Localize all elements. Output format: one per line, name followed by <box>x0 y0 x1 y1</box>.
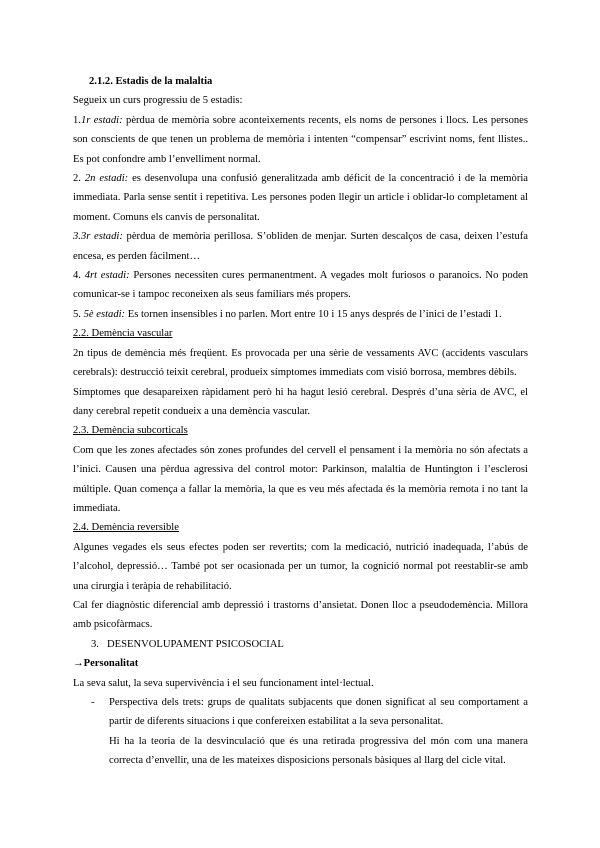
list-item-paragraph-1: Perspectiva dels trets: grups de qualitats subjacents que donen significat al seu comportament a partir de diferents situacions i que confereixen estabilitat a la seva personalitat. <box>109 697 528 728</box>
stage-4-label: 4rt estadi: <box>84 270 130 282</box>
stage-4-paragraph: 4. 4rt estadi: Persones necessiten cures permanentment. A vegades molt furiosos o paranoics. No poden comunicar-se i tampoc reconeixen als seus familiars més propers. <box>73 270 528 301</box>
stage-2-text: es desenvolupa una confusió generalitzada amb déficit de la concentració i de la memòria immediata. Parla sense sentit i repetitiva. Les persones poden llegir un article i oblidar-lo completament al moment. Comuns els canvis de personalitat. <box>73 173 529 223</box>
personality-list <box>73 693 528 771</box>
reversible-paragraph-2: Cal fer diagnòstic diferencial amb depressió i trastorns d’ansietat. Donen lloc a pseudodemència. Millora amb psicofàrmacs. <box>73 599 528 631</box>
stage-1-paragraph: 1.1r estadi: pèrdua de memòria sobre aconteixements recents, els noms de persones i llocs. Les persones son conscients de que tenen un problema de memòria i intenten “compensar” escrivint noms, fent llistes.. Es pot confondre amb l’envelliment normal. <box>73 114 529 165</box>
vascular-paragraph-1: 2n tipus de demència més freqüent. Es provocada per una sèrie de vessaments AVC (accidents vasculars cerebrals): destrucció teixit cerebral, produeix símptomes immediats com visió borrosa, membres dèbils. <box>73 347 528 379</box>
reversible-heading: 2.4. Demència reversible <box>73 522 179 534</box>
stage-3-label: 3.3r estadi: <box>73 231 123 243</box>
personality-intro: La seva salut, la seva supervivència i el seu funcionament intel·lectual. <box>73 677 374 689</box>
stage-5-text: Es tornen insensibles i no parlen. Mort entre 10 i 15 anys després de l’inici de l’estadi 1. <box>125 308 502 320</box>
subcortical-paragraph: Com que les zones afectades són zones profundes del cervell el pensament i la memòria no són afectats a l’inici. Causen una pèrdua agressiva del control motor: Parkinson, malaltia de Huntington i l’esclerosi múltiple. Quan comença a fallar la memòria, la que es veu més afectada és la memòria remota i no tant la immediata. <box>73 444 528 514</box>
section-heading-stages: 2.1.2. Estadis de la malaltia <box>89 76 213 87</box>
stage-4-text: Persones necessiten cures permanentment. A vegades molt furiosos o paranoics. No poden comunicar-se i tampoc reconeixen als seus familiars més propers. <box>73 270 528 301</box>
document-page <box>73 72 528 771</box>
stage-5-paragraph: 5. 5è estadi: Es tornen insensibles i no parlen. Mort entre 10 i 15 anys després de l’inici de l’estadi 1. <box>73 308 502 320</box>
stage-3-paragraph <box>73 227 528 266</box>
subcortical-heading: 2.3. Demència subcorticals <box>73 425 188 437</box>
stage-1-label: 1r estadi: <box>80 114 123 126</box>
personality-heading <box>73 654 528 673</box>
stage-1-text: pèrdua de memòria sobre aconteixements recents, els noms de persones i llocs. Les persones son conscients de que tenen un problema de memòria i intenten “compensar” escrivint noms, fent llistes.. Es pot confondre amb l’envelliment normal. <box>73 114 529 165</box>
stage-5-label: 5è estadi: <box>83 308 126 320</box>
vascular-heading: 2.2. Demència vascular <box>73 328 173 340</box>
stages-intro: Segueix un curs progressiu de 5 estadis: <box>73 95 243 107</box>
stage-3-text: pèrdua de memòria perillosa. S’obliden de menjar. Surten descalços de casa, deixen l’estufa encesa, es perden fàcilment… <box>73 231 528 262</box>
reversible-paragraph-1: Algunes vegades els seus efectes poden ser revertits; com la medicació, nutrició inadequada, l’abús de l’alcohol, depressió… També pot ser ocasionada per un tumor, la cognició normal pot reestablir-se amb una cirurgia i teràpia de rehabilitació. <box>73 541 528 592</box>
section-3-heading: 3. DESENVOLUPAMENT PSICOSOCIAL <box>91 638 284 650</box>
personality-heading-text: Personalitat <box>83 658 139 670</box>
list-item-paragraph-2: Hi ha la teoria de la desvinculació que és una retirada progressiva del món com una manera correcta d’envellir, una de les mateixes disposicions personals bàsiques al llarg del cicle vital. <box>109 735 528 767</box>
vascular-paragraph-2: Símptomes que desapareixen ràpidament però hi ha hagut lesió cerebral. Després d’una sèria de AVC, el dany cerebral repetit condueix a una demència vascular. <box>73 386 528 417</box>
stage-2-paragraph: 2. 2n estadi: es desenvolupa una confusió generalitzada amb déficit de la concentració i de la memòria immediata. Parla sense sentit i repetitiva. Les persones poden llegir un article i oblidar-lo completament al moment. Comuns els canvis de personalitat. <box>73 173 529 223</box>
dash-bullet-icon: - <box>91 697 95 708</box>
stage-2-label: 2n estadi: <box>84 173 129 185</box>
section-3-title: DESENVOLUPAMENT PSICOSOCIAL <box>107 638 284 650</box>
list-item <box>73 693 528 771</box>
arrow-right-icon: → <box>73 658 84 670</box>
